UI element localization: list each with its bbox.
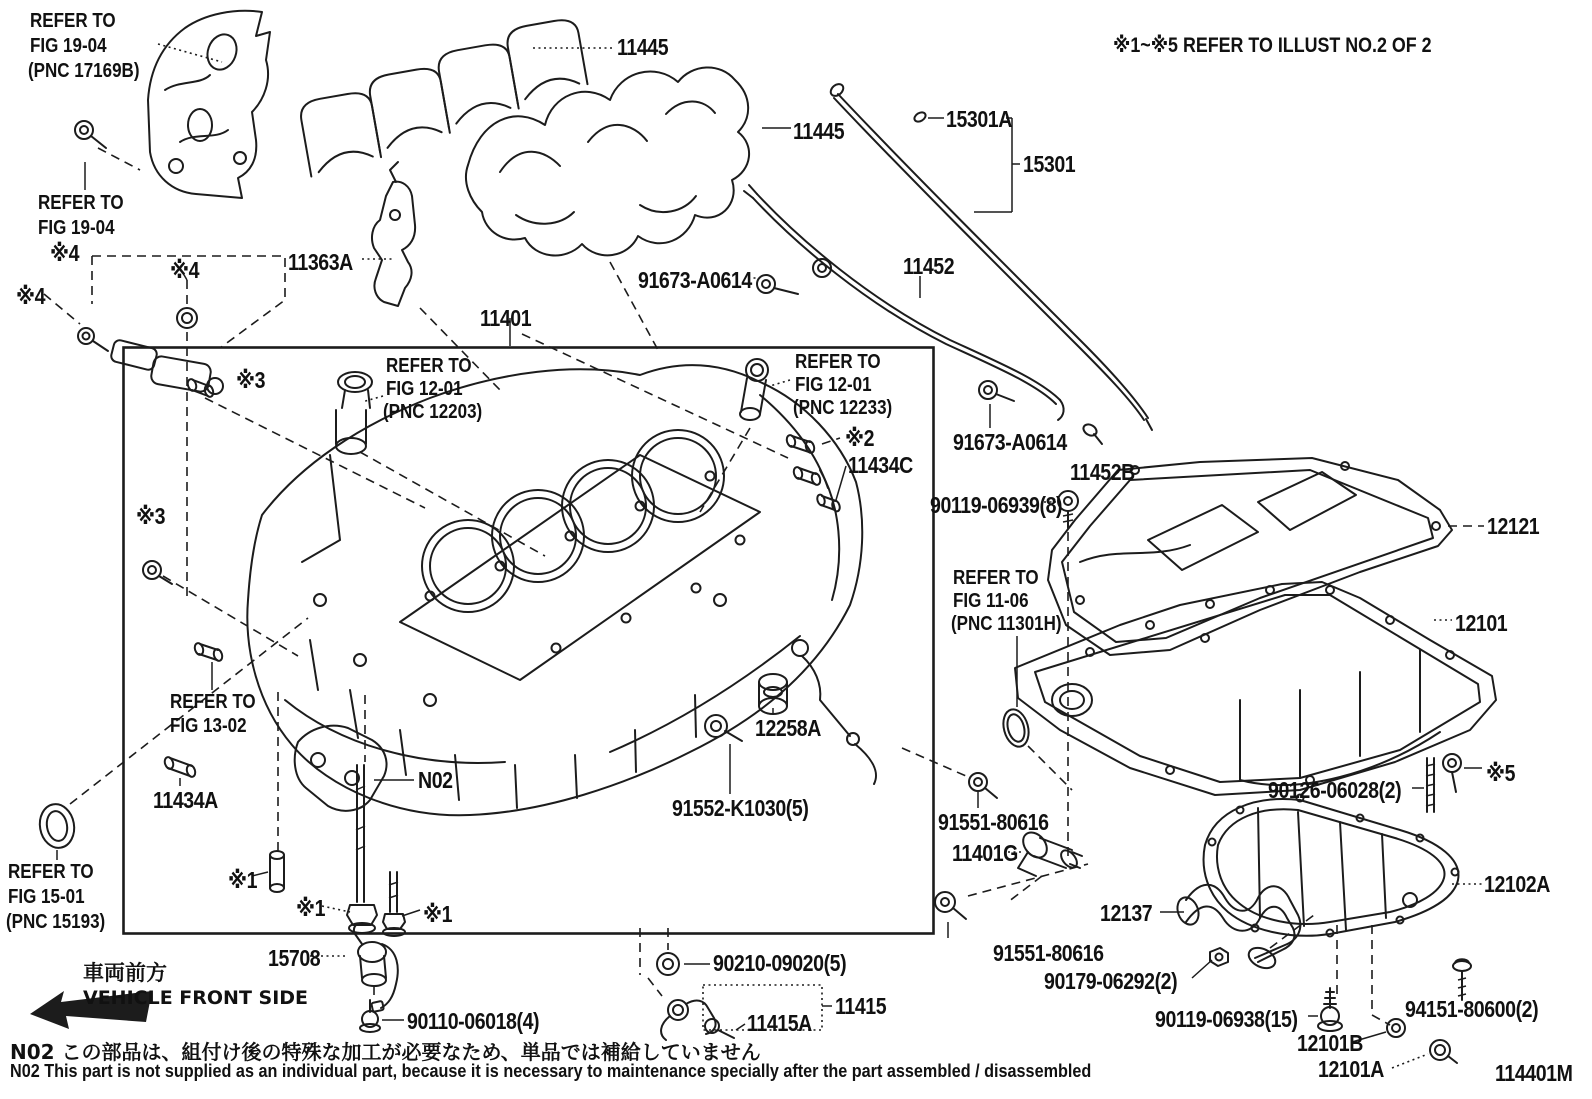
plug-12101a-drawing bbox=[1430, 1040, 1457, 1063]
callout-91552-k1030: 91552-K1030(5) bbox=[672, 795, 809, 821]
callout-91551-upper: 91551-80616 bbox=[938, 809, 1049, 835]
seal-ring-drawing bbox=[36, 801, 77, 850]
intake-cover-1-drawing bbox=[292, 17, 595, 176]
callout-11452b: 11452B bbox=[1070, 459, 1135, 485]
callout-15301: 15301 bbox=[1023, 151, 1076, 177]
callout-11452: 11452 bbox=[903, 253, 955, 279]
callout-11434a: 11434A bbox=[153, 787, 218, 813]
bolt-91551-lower-drawing bbox=[935, 892, 966, 919]
callout-sym3-upper: ※3 bbox=[236, 367, 266, 393]
refer-block-12-01b-line3: (PNC 12233) bbox=[793, 397, 893, 419]
callout-12121: 12121 bbox=[1487, 513, 1540, 539]
bolt-sym5-drawing bbox=[1443, 754, 1461, 792]
top-note: ※1~※5 REFER TO ILLUST NO.2 OF 2 bbox=[1113, 34, 1432, 57]
callout-sym1-right: ※1 bbox=[423, 901, 453, 927]
bolt-91551-upper-drawing bbox=[969, 773, 997, 798]
refer-block-11-06-line2: FIG 11-06 bbox=[953, 590, 1029, 612]
dipstick-15301-drawing bbox=[828, 82, 1152, 430]
callout-90119-06938: 90119-06938(15) bbox=[1155, 1006, 1298, 1032]
callout-n02: N02 bbox=[418, 767, 453, 793]
front-side-label-en: VEHICLE FRONT SIDE bbox=[83, 987, 309, 1009]
callout-12101: 12101 bbox=[1455, 610, 1508, 636]
callout-sym1-left: ※1 bbox=[228, 867, 258, 893]
figure-doc-code: 114401M bbox=[1495, 1060, 1573, 1086]
bolt-91552-drawing bbox=[705, 715, 742, 741]
insulator-bolt-drawing bbox=[75, 121, 106, 148]
refer-block-12-01a-line1: REFER TO bbox=[386, 355, 472, 377]
refer-block-12-01a-line3: (PNC 12203) bbox=[383, 401, 483, 423]
callout-11445-second: 11445 bbox=[793, 118, 845, 144]
oil-pan-12102a-drawing bbox=[1204, 795, 1459, 937]
callout-94151-80600: 94151-80600(2) bbox=[1405, 996, 1539, 1022]
callout-15301a: 15301A bbox=[946, 106, 1012, 132]
bolt-91673-upper-drawing bbox=[757, 275, 798, 294]
cap-pnc12203-drawing bbox=[336, 372, 372, 454]
bracket-11363a-drawing bbox=[372, 162, 415, 306]
leader-lines-solid bbox=[57, 118, 1482, 1042]
sym1-fasteners-drawing bbox=[270, 765, 405, 936]
callout-11445-top: 11445 bbox=[617, 34, 669, 60]
callout-12101b: 12101B bbox=[1297, 1030, 1363, 1056]
callout-12102a: 12102A bbox=[1484, 871, 1550, 897]
callout-91673-lower: 91673-A0614 bbox=[953, 429, 1067, 455]
oil-strainer-12137-drawing bbox=[1174, 885, 1301, 972]
callout-91551-lower: 91551-80616 bbox=[993, 940, 1104, 966]
refer-block-11-06-line3: (PNC 11301H) bbox=[951, 613, 1062, 635]
bolt-94151-drawing bbox=[1453, 959, 1471, 1000]
callout-90126-06028: 90126-06028(2) bbox=[1268, 777, 1402, 803]
refer-block-12-01a-line2: FIG 12-01 bbox=[386, 378, 463, 400]
refer-block-15-01-line2: FIG 15-01 bbox=[8, 886, 85, 908]
callout-11401: 11401 bbox=[480, 305, 532, 331]
intake-cover-2-drawing bbox=[466, 67, 749, 255]
callout-90179-06292: 90179-06292(2) bbox=[1044, 968, 1178, 994]
refer-block-15-01-line1: REFER TO bbox=[8, 861, 94, 883]
part-12258a-drawing bbox=[759, 640, 876, 784]
stud-90126-drawing bbox=[1426, 758, 1435, 812]
sensor-11415-drawing bbox=[661, 1000, 734, 1040]
engine-block-drawing bbox=[247, 365, 862, 815]
refer-block-13-02-line1: REFER TO bbox=[170, 691, 256, 713]
footnote-japanese: N02 この部品は、組付け後の特殊な加工が必要なため、単品では補給していません bbox=[10, 1040, 761, 1064]
bolt-90119-06938-drawing bbox=[1318, 988, 1342, 1031]
bolt-91673-lower-drawing bbox=[979, 381, 1014, 401]
callout-91673-upper: 91673-A0614 bbox=[638, 267, 752, 293]
gasket-12101b-drawing bbox=[1387, 1019, 1405, 1037]
refer-block-19-04a-line2: FIG 19-04 bbox=[30, 35, 107, 57]
callout-90110-06018: 90110-06018(4) bbox=[407, 1008, 540, 1034]
callout-11401g: 11401G bbox=[952, 840, 1018, 866]
callout-sym2: ※2 bbox=[845, 425, 875, 451]
callout-11415: 11415 bbox=[835, 993, 887, 1019]
callout-sym4-left: ※4 bbox=[16, 283, 46, 309]
nut-90179-drawing bbox=[1210, 948, 1228, 966]
callout-11363a: 11363A bbox=[288, 249, 353, 275]
refer-block-11-06-line1: REFER TO bbox=[953, 567, 1039, 589]
refer-block-12-01b-line2: FIG 12-01 bbox=[795, 374, 872, 396]
callout-12137: 12137 bbox=[1100, 900, 1153, 926]
callout-sym5: ※5 bbox=[1486, 760, 1516, 786]
refer-block-19-04b-line1: REFER TO bbox=[38, 192, 124, 214]
refer-block-15-01-line3: (PNC 15193) bbox=[6, 911, 106, 933]
bolt-90110-drawing bbox=[360, 1000, 380, 1032]
heat-insulator-drawing bbox=[148, 11, 270, 198]
callout-sym1-mid: ※1 bbox=[296, 895, 326, 921]
baffle-plate-12121-drawing bbox=[1048, 458, 1452, 655]
main-frame-box bbox=[124, 348, 934, 934]
callout-90210-09020: 90210-09020(5) bbox=[713, 950, 847, 976]
leader-lines-dotted bbox=[158, 44, 1482, 1068]
refer-block-19-04a-line1: REFER TO bbox=[30, 10, 116, 32]
callout-sym3-lower: ※3 bbox=[136, 503, 166, 529]
gasket-90210-drawing bbox=[657, 953, 679, 975]
callout-12101a: 12101A bbox=[1318, 1056, 1384, 1082]
refer-block-13-02-line2: FIG 13-02 bbox=[170, 715, 247, 737]
refer-block-19-04a-line3: (PNC 17169B) bbox=[28, 60, 140, 82]
oil-pan-12101-drawing bbox=[1015, 582, 1496, 795]
o-ring-drawing bbox=[999, 707, 1032, 750]
refer-block-12-01b-line1: REFER TO bbox=[795, 351, 881, 373]
callout-11415a: 11415A bbox=[747, 1010, 812, 1036]
callout-12258a: 12258A bbox=[755, 715, 821, 741]
callout-15708: 15708 bbox=[268, 945, 321, 971]
refer-block-19-04b-line2: FIG 19-04 bbox=[38, 217, 115, 239]
n02-cap-drawing bbox=[295, 726, 387, 811]
sensor-pnc12233-drawing bbox=[740, 359, 768, 420]
callout-sym4-mid: ※4 bbox=[170, 257, 200, 283]
callout-sym4-top: ※4 bbox=[50, 240, 80, 266]
front-side-label-jp: 車両前方 bbox=[83, 961, 167, 985]
callout-11434c: 11434C bbox=[848, 452, 913, 478]
callout-90119-06939: 90119-06939(8) bbox=[930, 492, 1063, 518]
footnote-english: N02 This part is not supplied as an individual part, because it is necessary to maintenance specially after the part assembled / disassembled bbox=[10, 1061, 1092, 1081]
